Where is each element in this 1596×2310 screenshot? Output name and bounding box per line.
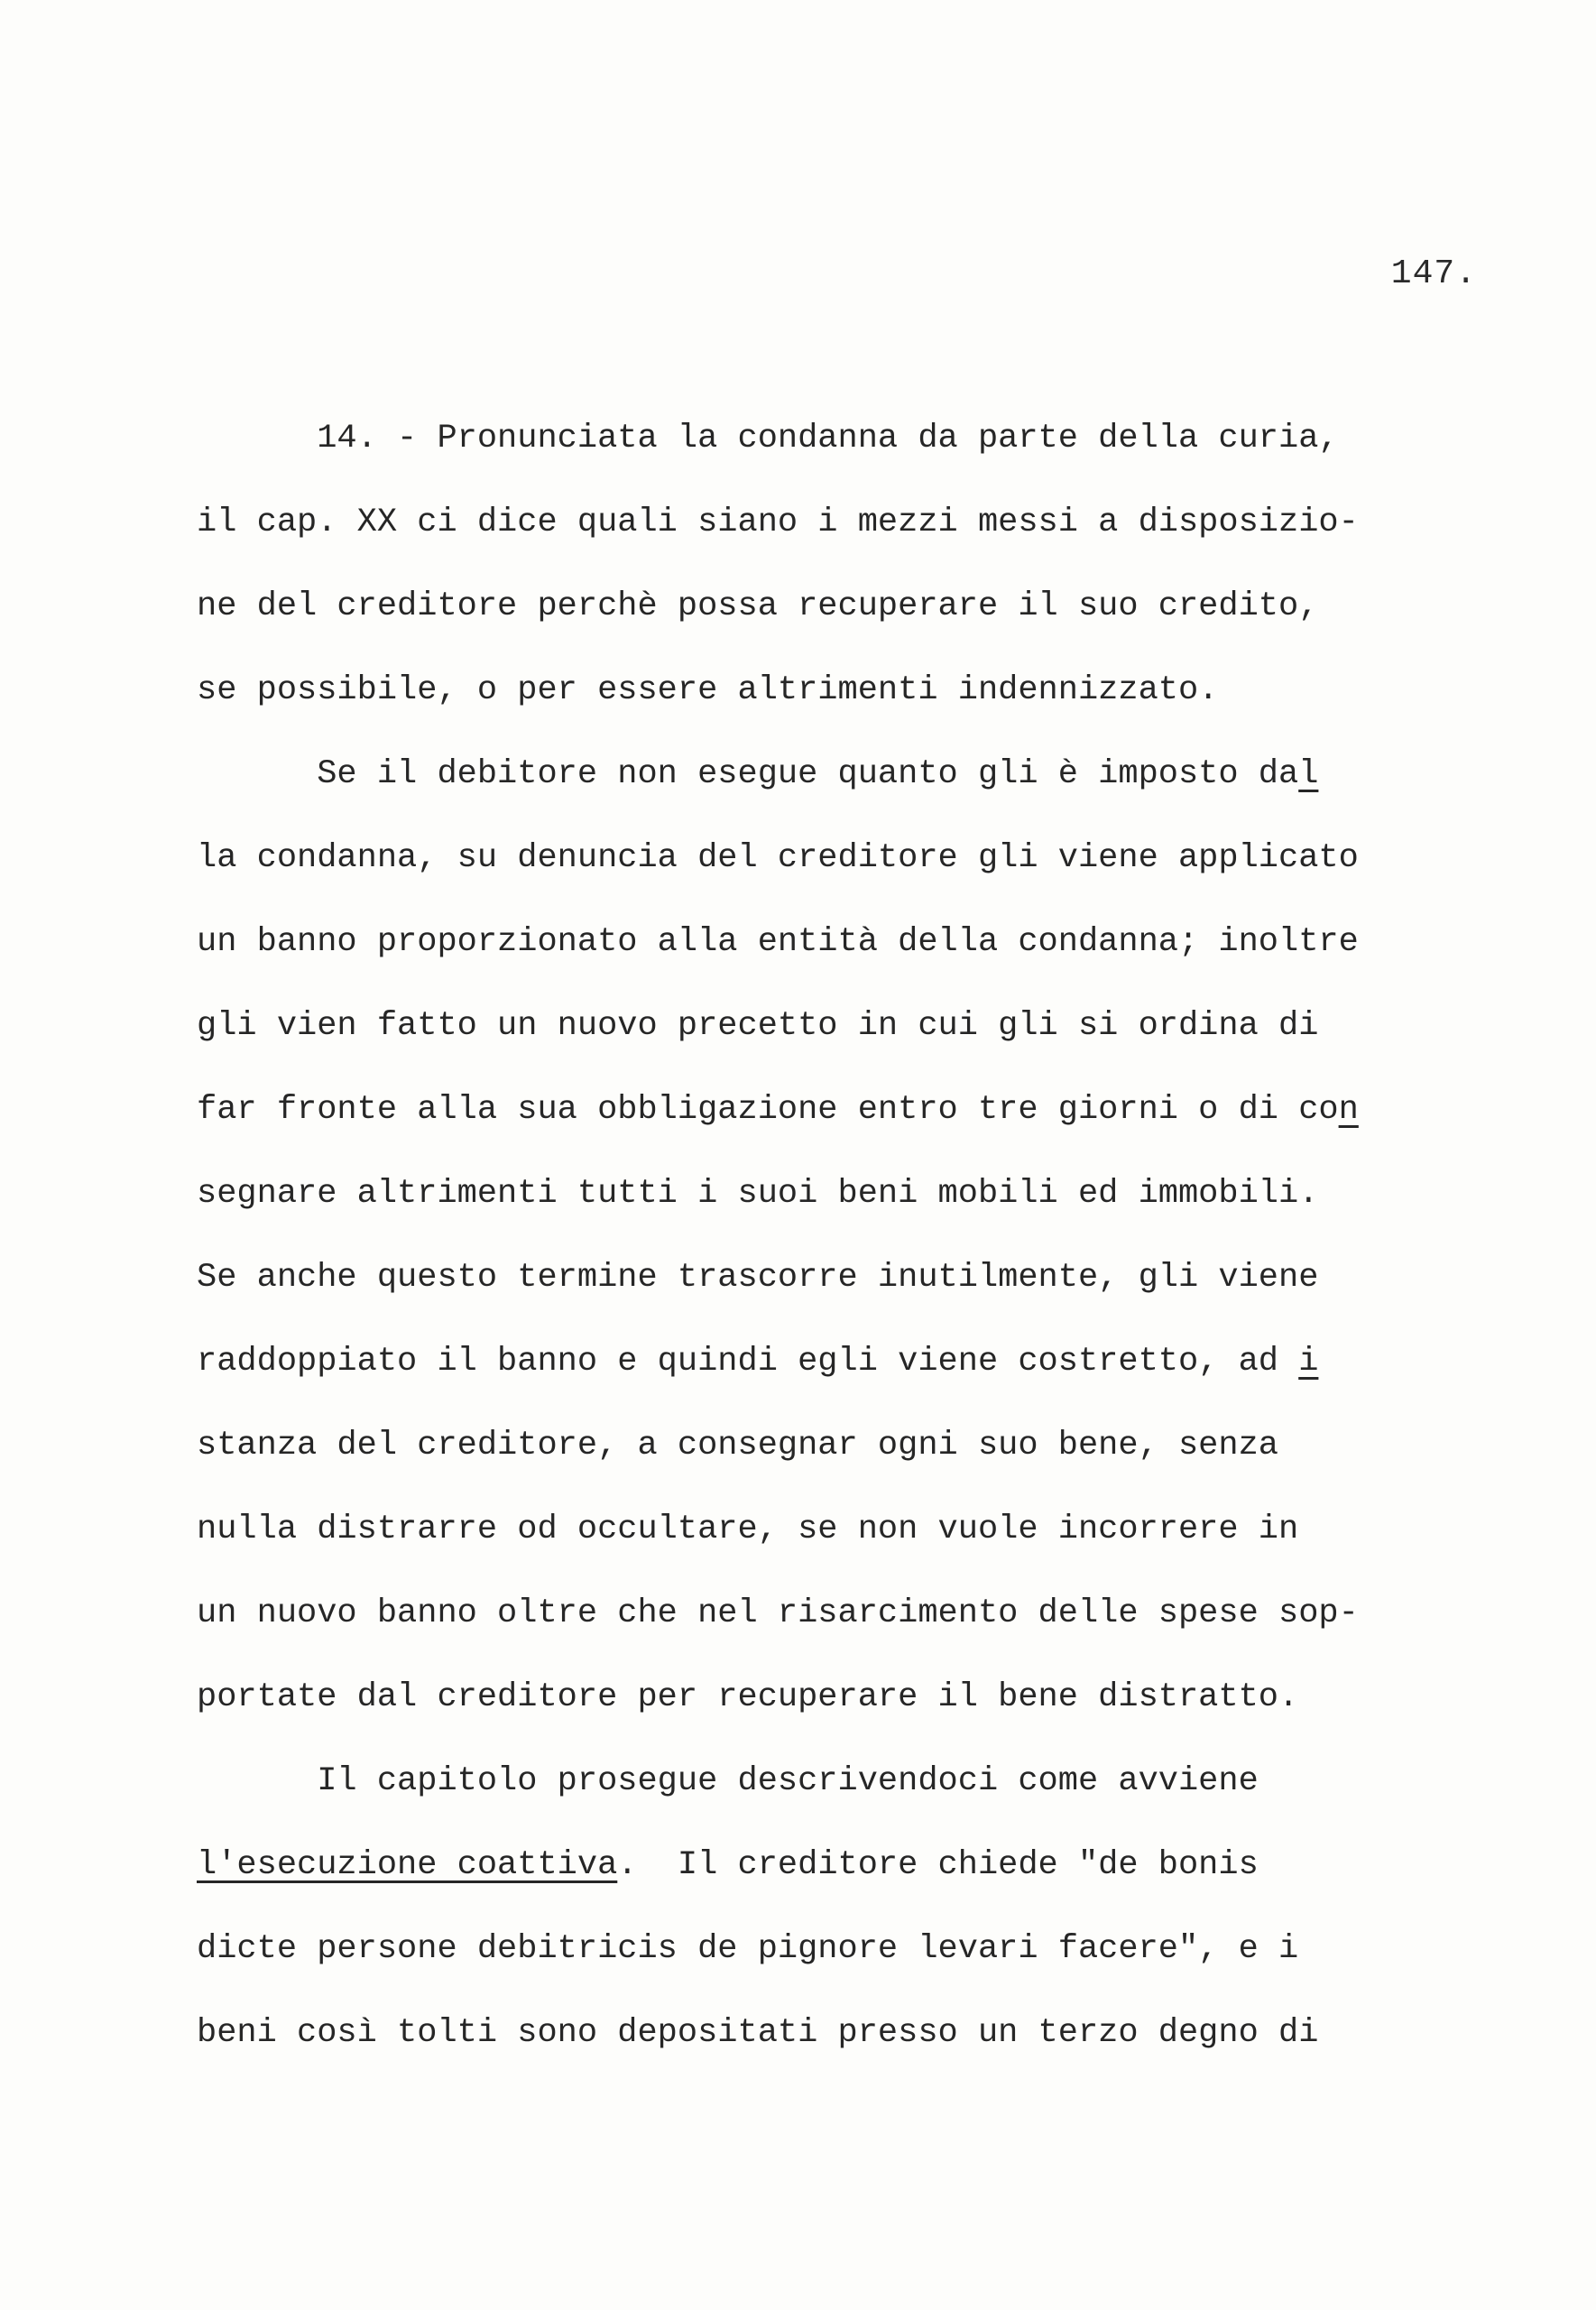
- text-line: la condanna, su denuncia del creditore gli viene applicato: [197, 839, 1359, 877]
- text-line: l'esecuzione coattiva. Il creditore chiede "de bonis: [197, 1846, 1259, 1884]
- text-line: 14. - Pronunciata la condanna da parte della curia,: [197, 420, 1339, 457]
- text-line: il cap. XX ci dice quali siano i mezzi messi a disposizio-: [197, 504, 1359, 541]
- page-number: 147.: [1390, 254, 1477, 293]
- text-line: segnare altrimenti tutti i suoi beni mobili ed immobili.: [197, 1175, 1319, 1213]
- text-line: gli vien fatto un nuovo precetto in cui gli si ordina di: [197, 1007, 1319, 1045]
- text-line: far fronte alla sua obbligazione entro tre giorni o di con: [197, 1091, 1359, 1129]
- text-line: Se il debitore non esegue quanto gli è imposto dal: [197, 755, 1319, 793]
- text-line: Il capitolo prosegue descrivendoci come avviene: [197, 1762, 1259, 1800]
- text-line: un banno proporzionato alla entità della condanna; inoltre: [197, 923, 1359, 961]
- text-line: un nuovo banno oltre che nel risarcimento delle spese sop-: [197, 1594, 1359, 1632]
- text-line: raddoppiato il banno e quindi egli viene costretto, ad i: [197, 1343, 1319, 1381]
- text-line: se possibile, o per essere altrimenti indennizzato.: [197, 671, 1219, 709]
- text-line: portate dal creditore per recuperare il bene distratto.: [197, 1678, 1299, 1716]
- text-line: ne del creditore perchè possa recuperare il suo credito,: [197, 587, 1319, 625]
- text-line: beni così tolti sono depositati presso un terzo degno di: [197, 2014, 1319, 2052]
- text-line: nulla distrarre od occultare, se non vuole incorrere in: [197, 1511, 1299, 1548]
- text-line: dicte persone debitricis de pignore levari facere", e i: [197, 1930, 1299, 1968]
- body-text: [197, 397, 1496, 2075]
- text-line: Se anche questo termine trascorre inutilmente, gli viene: [197, 1259, 1319, 1297]
- text-line: stanza del creditore, a consegnar ogni suo bene, senza: [197, 1427, 1278, 1465]
